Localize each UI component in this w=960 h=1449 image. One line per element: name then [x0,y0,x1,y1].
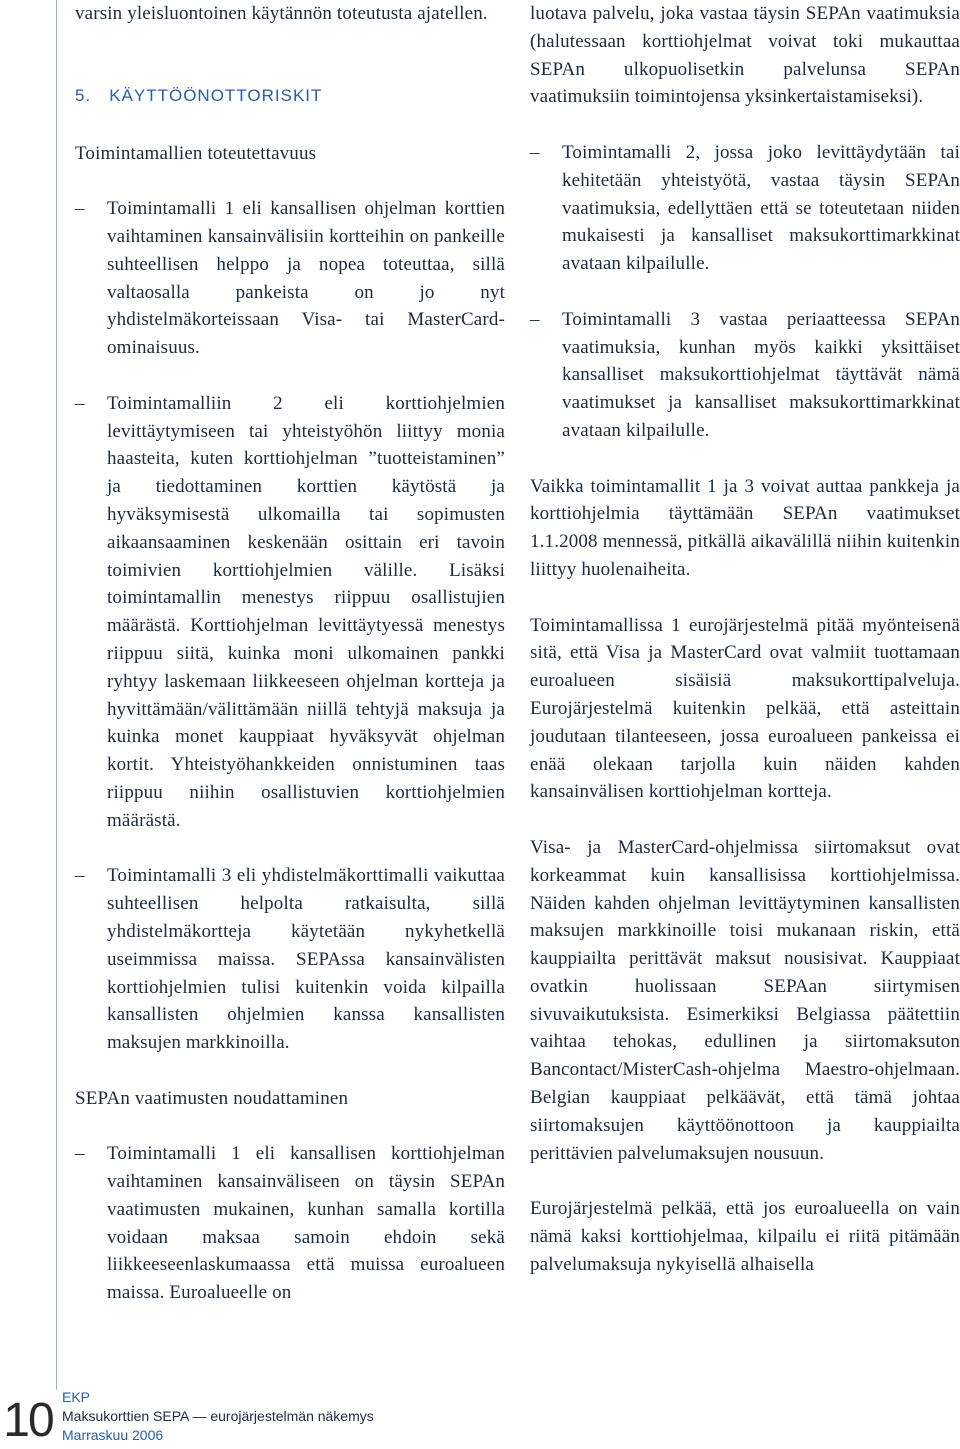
paragraph: Toimintamallissa 1 eurojärjestelmä pitää myönteisenä sitä, että Visa ja MasterCard ovat valmiit tuottamaan euroalueen sisäisiä maksukorttipalveluja. Eurojärjestelmä kuitenkin pelkää, että asteittain joudutaan tilanteeseen, jossa euroalueen pankeissa ei enää olekaan tarjolla kuin näiden kahden kansainvälisen korttiohjelman kortteja. [530,614,960,803]
list-item: – Toimintamalli 1 eli kansallisen korttiohjelman vaihtaminen kansainväliseen on täysin SEPAn vaatimusten mukainen, kunhan samalla kortilla voidaan maksaa samoin ehdoin sekä liikkeeseenlaskumaassa että muissa euroalueen maissa. Euroalueelle on [75,1140,505,1307]
list-item: – Toimintamalliin 2 eli korttiohjelmien levittäytymiseen tai yhteistyöhön liittyy monia haasteita, kuten korttiohjelman ”tuotteistaminen” ja tiedottaminen korttien käytöstä ja hyväksymisestä ulkomailla tai sopimusten aikaansaaminen keskenään osittain eri tavoin toimivien korttiohjelmien välille. Lisäksi toimintamallin menestys riippuu osallistujien määrästä. Korttiohjelman levittäytyessä menestys riippuu siitä, kuinka moni ulkomainen pankki ryhtyy laskemaan liikkeeseen ohjelman kortteja ja hyvittämään/välittämään niillä tehtyjä maksuja ja kuinka monet kauppiaat hyväksyvät ohjelman kortit. Yhteistyöhankkeiden onnistuminen taas riippuu niihin osallistuvien korttiohjelmien määrästä. [75,390,505,835]
footer [62,1388,374,1445]
page-number: 10 [3,1394,53,1447]
right-column [530,0,960,1279]
paragraph: Visa- ja MasterCard-ohjelmissa siirtomaksut ovat korkeammat kuin kansallisissa korttiohjelmissa. Näiden kahden ohjelman levittäytyminen kansallisten maksujen markkinoille toisi mukanaan riskin, että kauppiailta perittävät maksut nousisivat. Kauppiaat ovatkin huolissaan SEPAan siirtymisen sivuvaikutuksista. Esimerkiksi Belgiassa päätettiin vaihtaa tehokas, edullinen ja siirtomaksuton Bancontact/MisterCash-ohjelma Maestro-ohjelmaan. Belgian kauppiaat pelkäävät, että tämä johtaa siirtomaksujen käyttöönottoon ja kauppiailta perittävien palvelumaksujen nousuun. [530,836,960,1164]
intro-text: varsin yleisluontoinen käytännön toteutusta ajatellen. [75,3,488,24]
subheading-compliance: SEPAn vaatimusten noudattaminen [75,1087,349,1109]
dash-marker: – [75,1143,85,1165]
continuation-text: luotava palvelu, joka vastaa täysin SEPAn vaatimuksia (halutessaan korttiohjelmat voivat toki mukauttaa SEPAn ulkopuolisetkin palvelunsa SEPAn vaatimuksiin toimintojensa yksinkertaistamiseksi). [530,3,960,108]
paragraph: Vaikka toimintamallit 1 ja 3 voivat auttaa pankkeja ja korttiohjelmia täyttämään SEPAn vaatimukset 1.1.2008 mennessä, pitkällä aikavälillä niihin kuitenkin liittyy huolenaiheita. [530,475,960,580]
list-item: – Toimintamalli 1 eli kansallisen ohjelman korttien vaihtaminen kansainvälisiin kortteihin on pankeille suhteellisen helppo ja nopea toteuttaa, sillä valtaosalla pankeista on jo nyt yhdistelmäkorteissaan Visa- tai MasterCard-ominaisuus. [75,195,505,362]
dash-marker: – [75,198,85,220]
footer-org: EKP [62,1389,91,1405]
list-item: – Toimintamalli 3 vastaa periaatteessa SEPAn vaatimuksia, kunhan myös kaikki yksittäiset kansalliset maksukorttiohjelmat täyttävät nämä vaatimukset ja kansalliset maksukorttimarkkinat avataan kilpailulle. [530,306,960,445]
dash-marker: – [75,865,85,887]
footer-title: Maksukorttien SEPA — eurojärjestelmän näkemys [62,1408,374,1424]
dash-marker: – [530,308,540,330]
left-column [75,0,505,1307]
section-number: 5. [75,85,92,105]
section-title: KÄYTTÖÖNOTTORISKIT [109,85,323,105]
section-heading [75,82,505,110]
subheading-feasibility: Toimintamallien toteutettavuus [75,142,317,164]
margin-rule [56,0,57,1390]
dash-marker: – [75,392,85,414]
list-item: – Toimintamalli 3 eli yhdistelmäkorttimalli vaikuttaa suhteellisen helpolta ratkaisulta, sillä yhdistelmäkortteja käytetään nykyhetkellä useimmissa maissa. SEPAssa kansainvälisten korttiohjelmien tulisi kuitenkin voida kilpailla kansallisten ohjelmien kanssa kansallisten maksujen markkinoilla. [75,862,505,1057]
list-item: – Toimintamalli 2, jossa joko levittäydytään tai kehitetään yhteistyötä, vastaa täysin SEPAn vaatimuksia, edellyttäen että se toteutetaan niiden mukaisesti ja kansalliset maksukorttimarkkinat avataan kilpailulle. [530,139,960,278]
footer-date: Marraskuu 2006 [62,1427,164,1443]
paragraph: Eurojärjestelmä pelkää, että jos euroalueella on vain nämä kaksi korttiohjelmaa, kilpailu ei riitä pitämään palvelumaksuja nykyisellä alhaisella [530,1198,960,1275]
dash-marker: – [530,141,540,163]
